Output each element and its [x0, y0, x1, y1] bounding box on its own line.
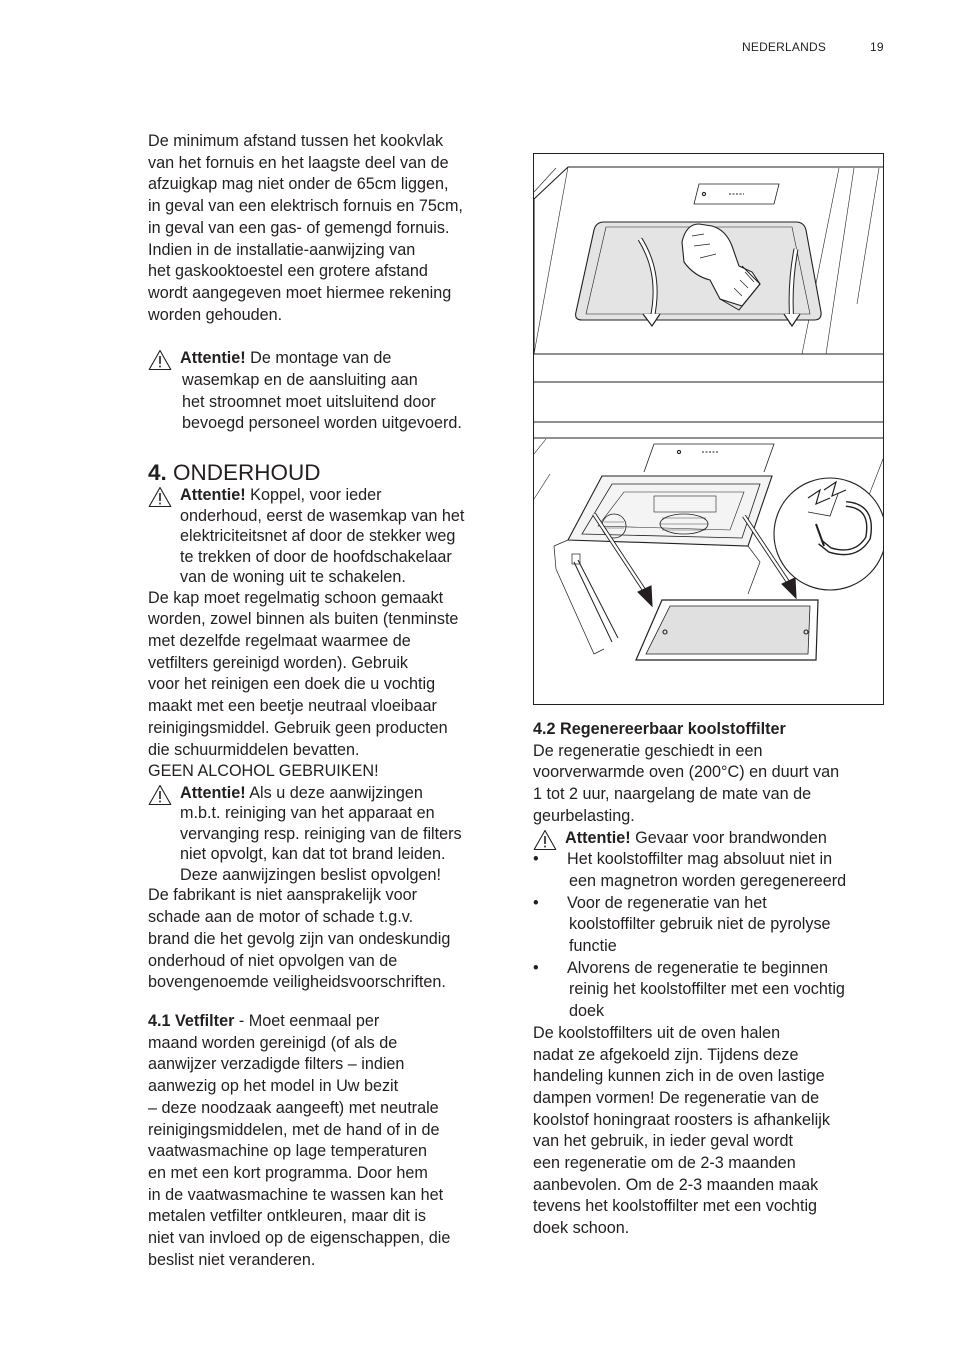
text-line: koolstof honingraat roosters is afhankelijk: [533, 1110, 830, 1129]
text-line: vaatwasmachine op lage temperaturen: [148, 1142, 427, 1161]
header-language: NEDERLANDS: [742, 40, 827, 54]
text-line: brand die het gevolg zijn van ondeskundig: [148, 929, 451, 948]
warning-installation: [148, 348, 516, 435]
warning-text: Als u deze aanwijzingen: [245, 783, 423, 802]
text-line: De fabrikant is niet aansprakelijk voor: [148, 886, 418, 905]
intro-paragraph: [148, 131, 516, 326]
text-line: in de vaatwasmachine te wassen kan het: [148, 1185, 444, 1204]
warning-disconnect: [148, 485, 516, 588]
text-line: Voor de regeneratie van het: [567, 893, 767, 912]
text-line: m.b.t. reiniging van het apparaat en: [180, 804, 435, 823]
text-line: een magnetron worden geregenereerd: [569, 871, 847, 890]
text-line: dampen vormen! De regeneratie van de: [533, 1088, 820, 1107]
section-heading: [148, 461, 516, 485]
warning-text: De montage van de: [245, 349, 392, 368]
text-line: beslist niet veranderen.: [148, 1250, 316, 1269]
text-line: voorverwarmde oven (200°C) en duurt van: [533, 763, 840, 782]
text-line: met dezelfde regelmaat waarmee de: [148, 632, 411, 651]
cleaning-paragraph: [148, 588, 516, 783]
text-line: afzuigkap mag niet onder de 65cm liggen,: [148, 175, 449, 194]
warning-label: Attentie!: [180, 486, 246, 505]
text-line: Deze aanwijzingen beslist opvolgen!: [180, 865, 441, 884]
text-line: het stroomnet moet uitsluitend door: [182, 392, 436, 411]
warning-burns: [533, 828, 893, 850]
text-line: doek schoon.: [533, 1219, 630, 1238]
text-line: – deze noodzaak aangeeft) met neutrale: [148, 1098, 439, 1117]
text-line: vetfilters gereinigd worden). Gebruik: [148, 653, 409, 672]
text-line: wordt aangegeven moet hiermee rekening: [148, 283, 452, 302]
text-line: De regeneratie geschiedt in een: [533, 741, 763, 760]
text-line: metalen vetfilter ontkleuren, maar dit is: [148, 1207, 427, 1226]
text-line: Het koolstoffilter mag absoluut niet in: [567, 850, 833, 869]
text-line: elektriciteitsnet af door de stekker weg: [180, 527, 456, 546]
text-line: van het fornuis en het laagste deel van de: [148, 153, 449, 172]
warning-text: Gevaar voor brandwonden: [630, 828, 827, 847]
text-line: tevens het koolstoffilter met een vochtig: [533, 1197, 818, 1216]
text-line: reinigingsmiddel. Gebruik geen producten: [148, 718, 448, 737]
warning-text: Koppel, voor ieder: [245, 486, 382, 505]
text-line: aanbevolen. Om de 2-3 maanden maak: [533, 1175, 819, 1194]
warning-triangle-icon: [533, 829, 557, 851]
warning-triangle-icon: [148, 349, 172, 371]
text-line: worden gehouden.: [148, 305, 283, 324]
text-line: te trekken of door de hoofdschakelaar: [180, 547, 452, 566]
text-line: voor het reinigen een doek die u vochtig: [148, 675, 436, 694]
text-line: van de woning uit te schakelen.: [180, 568, 406, 587]
bullet-icon: •: [533, 958, 539, 977]
text-line: koolstoffilter gebruik niet de pyrolyse: [569, 915, 831, 934]
liability-paragraph: [148, 885, 516, 994]
bullet-icon: •: [533, 893, 539, 912]
list-item: [533, 958, 893, 1023]
list-item: [533, 849, 893, 892]
text-line: maand worden gereinigd (of als de: [148, 1033, 398, 1052]
text-line: onderhoud of niet opvolgen van de: [148, 951, 398, 970]
text-line: worden, zowel binnen als buiten (tenminste: [148, 610, 459, 629]
list-item: [533, 893, 893, 958]
text-line: niet van invloed op de eigenschappen, die: [148, 1229, 451, 1248]
illustration-drawing: [534, 154, 884, 705]
text-line: aanwezig op het model in Uw bezit: [148, 1077, 399, 1096]
text-line: het gaskooktoestel een grotere afstand: [148, 262, 428, 281]
warning-label: Attentie!: [180, 783, 246, 802]
text-line: GEEN ALCOHOL GEBRUIKEN!: [148, 762, 379, 781]
text-line: Indien in de installatie-aanwijzing van: [148, 240, 416, 259]
page-number: 19: [870, 40, 884, 54]
warning-triangle-icon: [148, 486, 172, 508]
warning-label: Attentie!: [180, 349, 246, 368]
text-line: aanwijzer verzadigde filters – indien: [148, 1055, 405, 1074]
subsection-title: 4.2 Regenereerbaar koolstoffilter: [533, 720, 786, 738]
text-line: nadat ze afgekoeld zijn. Tijdens deze: [533, 1045, 799, 1064]
text-line: functie: [569, 937, 617, 956]
text-line: De kap moet regelmatig schoon gemaakt: [148, 588, 444, 607]
text-line: bevoegd personeel worden uitgevoerd.: [182, 414, 462, 433]
text-line: vervanging resp. reiniging van de filters: [180, 824, 462, 843]
text-line: en met een kort programma. Door hem: [148, 1163, 428, 1182]
text-line: reinig het koolstoffilter met een vochtig: [569, 980, 845, 999]
left-column: [148, 131, 516, 1271]
text-line: onderhoud, eerst de wasemkap van het: [180, 506, 465, 525]
grease-filter-section: [148, 1011, 516, 1271]
section-number: 4.: [148, 460, 167, 486]
text-line: De minimum afstand tussen het kookvlak: [148, 132, 444, 150]
text-line: De koolstoffilters uit de oven halen: [533, 1023, 781, 1042]
text-line: handeling kunnen zich in de oven lastige: [533, 1067, 825, 1086]
subsection-title: 4.1 Vetfilter: [148, 1011, 235, 1030]
warning-instructions: [148, 783, 516, 886]
text-line: in geval van een gas- of gemengd fornuis.: [148, 218, 450, 237]
text-line: bovengenoemde veiligheidsvoorschriften.: [148, 973, 446, 992]
filter-removal-illustration: [533, 153, 884, 705]
right-column: [533, 719, 893, 1240]
text-line: 1 tot 2 uur, naargelang de mate van de: [533, 785, 812, 804]
text-line: een regeneratie om de 2-3 maanden: [533, 1154, 796, 1173]
text-line: wasemkap en de aansluiting aan: [182, 371, 418, 390]
text-line: die schuurmiddelen bevatten.: [148, 740, 360, 759]
warning-label: Attentie!: [565, 828, 631, 847]
text-line: doek: [569, 1002, 605, 1021]
text-line: - Moet eenmaal per: [234, 1011, 380, 1030]
text-line: in geval van een elektrisch fornuis en 75cm,: [148, 197, 463, 216]
text-line: geurbelasting.: [533, 806, 635, 825]
text-line: maakt met een beetje neutraal vloeibaar: [148, 697, 437, 716]
text-line: reinigingsmiddelen, met de hand of in de: [148, 1120, 440, 1139]
text-line: Alvorens de regeneratie te beginnen: [567, 958, 828, 977]
text-line: niet opvolgt, kan dat tot brand leiden.: [180, 845, 446, 864]
bullet-icon: •: [533, 850, 539, 869]
closing-paragraph: [533, 1023, 893, 1240]
text-line: schade aan de motor of schade t.g.v.: [148, 908, 414, 927]
section-title: ONDERHOUD: [166, 460, 321, 486]
text-line: van het gebruik, in ieder geval wordt: [533, 1132, 794, 1151]
warning-triangle-icon: [148, 784, 172, 806]
